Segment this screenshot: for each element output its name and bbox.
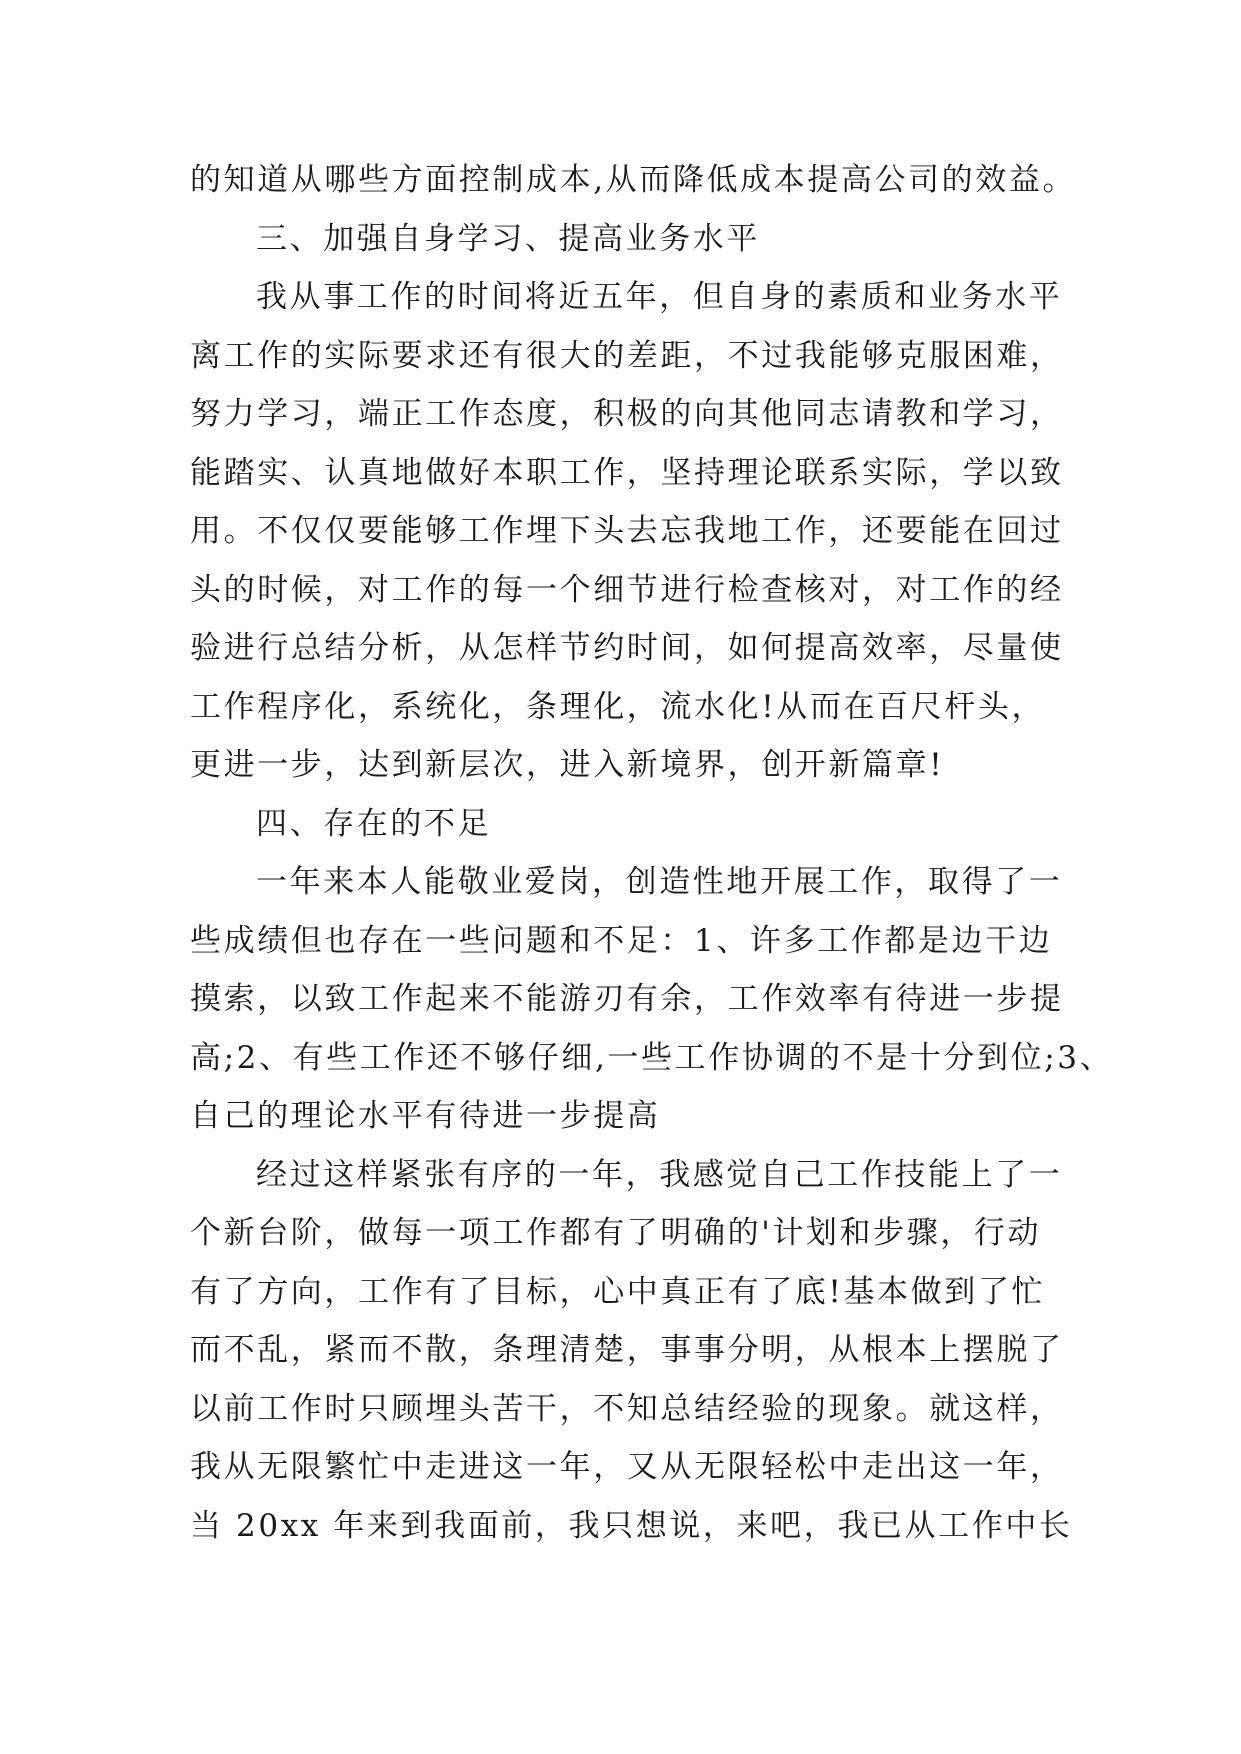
- text-line: 头的时候，对工作的每一个细节进行检查核对，对工作的经: [190, 572, 1064, 608]
- text-line: 工作程序化，系统化，条理化，流水化!从而在百尺杆头，: [190, 689, 1046, 725]
- text-line: 而不乱，紧而不散，条理清楚，事事分明，从根本上摆脱了: [190, 1332, 1064, 1368]
- text-line: 离工作的实际要求还有很大的差距，不过我能够克服困难，: [190, 338, 1064, 374]
- text-line: 高;2、有些工作还不够仔细,一些工作协调的不是十分到位;3、: [190, 1040, 1114, 1076]
- text-line: 更进一步，达到新层次，进入新境界，创开新篇章!: [190, 747, 945, 783]
- text-line: 经过这样紧张有序的一年，我感觉自己工作技能上了一: [256, 1157, 1063, 1193]
- text-line: 我从无限繁忙中走进这一年，又从无限轻松中走出这一年，: [190, 1449, 1064, 1485]
- text-line: 有了方向，工作有了目标，心中真正有了底!基本做到了忙: [190, 1274, 1046, 1310]
- text-line: 验进行总结分析，从怎样节约时间，如何提高效率，尽量使: [190, 630, 1064, 666]
- section-heading: 四、存在的不足: [256, 806, 492, 842]
- text-line: 能踏实、认真地做好本职工作，坚持理论联系实际，学以致: [190, 455, 1064, 491]
- text-line: 努力学习，端正工作态度，积极的向其他同志请教和学习，: [190, 396, 1064, 432]
- text-line: 的知道从哪些方面控制成本,从而降低成本提高公司的效益。: [190, 162, 1077, 198]
- text-line: 些成绩但也存在一些问题和不足：1、许多工作都是边干边: [190, 923, 1053, 959]
- section-heading: 三、加强自身学习、提高业务水平: [256, 221, 760, 257]
- text-line: 当 20xx 年来到我面前，我只想说，来吧，我已从工作中长: [190, 1508, 1073, 1544]
- text-line: 摸索，以致工作起来不能游刃有余，工作效率有待进一步提: [190, 981, 1064, 1017]
- text-line: 自己的理论水平有待进一步提高: [190, 1098, 661, 1134]
- text-line: 以前工作时只顾埋头苦干，不知总结经验的现象。就这样，: [190, 1391, 1064, 1427]
- text-line: 个新台阶，做每一项工作都有了明确的'计划和步骤，行动: [190, 1215, 1042, 1251]
- text-line: 我从事工作的时间将近五年，但自身的素质和业务水平: [256, 279, 1063, 315]
- text-line: 用。不仅仅要能够工作埋下头去忘我地工作，还要能在回过: [190, 513, 1064, 549]
- text-line: 一年来本人能敬业爱岗，创造性地开展工作，取得了一: [256, 864, 1063, 900]
